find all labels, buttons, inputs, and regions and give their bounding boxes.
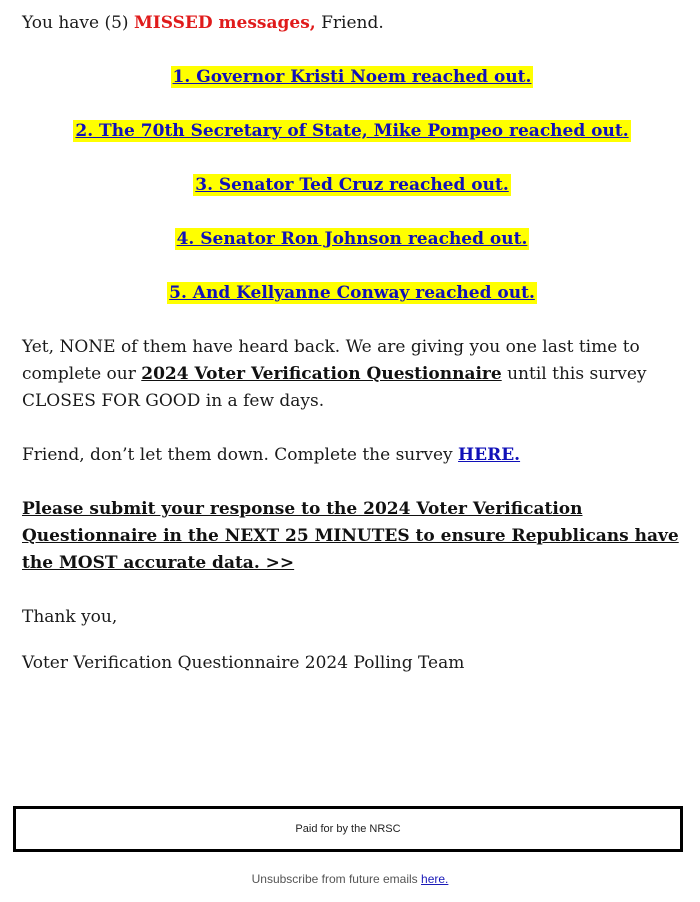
missed-label: MISSED messages, [133, 13, 316, 33]
list-item [22, 172, 682, 199]
unsubscribe-link[interactable]: here. [421, 872, 449, 886]
signature: Voter Verification Questionnaire 2024 Polling Team [22, 653, 465, 673]
paid-for-box [13, 806, 683, 852]
greeting [22, 10, 682, 37]
survey-here-link[interactable]: HERE. [458, 445, 521, 465]
unsubscribe-line [0, 872, 700, 886]
paragraph2-before: Friend, don’t let them down. Complete the survey [22, 445, 459, 465]
greeting-prefix: You have (5) [22, 13, 134, 33]
message-link-conway[interactable]: 5. And Kellyanne Conway reached out. [169, 283, 535, 303]
unsubscribe-text: Unsubscribe from future emails [251, 872, 422, 886]
message-link-johnson[interactable]: 4. Senator Ron Johnson reached out. [176, 229, 528, 249]
greeting-suffix: Friend. [315, 13, 384, 33]
thanks-text: Thank you, [22, 607, 118, 627]
email-body [22, 10, 682, 677]
list-item [22, 226, 682, 253]
paragraph-complete-survey [22, 442, 682, 469]
paragraph1-before: Yet, NONE of them have heard back. We are giving you one last time to complete our [22, 337, 640, 384]
list-item [22, 118, 682, 145]
questionnaire-link[interactable]: 2024 Voter Verification Questionnaire [141, 364, 502, 384]
message-link-cruz[interactable]: 3. Senator Ted Cruz reached out. [195, 175, 509, 195]
paid-for-text: Paid for by the NRSC [295, 823, 401, 835]
message-link-pompeo[interactable]: 2. The 70th Secretary of State, Mike Pompeo reached out. [75, 121, 629, 141]
list-item [22, 64, 682, 91]
paragraph-questionnaire [22, 334, 682, 415]
message-link-noem[interactable]: 1. Governor Kristi Noem reached out. [172, 67, 532, 87]
paragraph1-after: until this survey CLOSES FOR GOOD in a few days. [22, 364, 647, 411]
missed-messages-list [22, 64, 682, 307]
cta-link[interactable]: Please submit your response to the 2024 Voter Verification Questionnaire in the NEXT 25 MINUTES to ensure Republicans have the MOST accurate data. >> [22, 499, 679, 573]
list-item [22, 280, 682, 307]
